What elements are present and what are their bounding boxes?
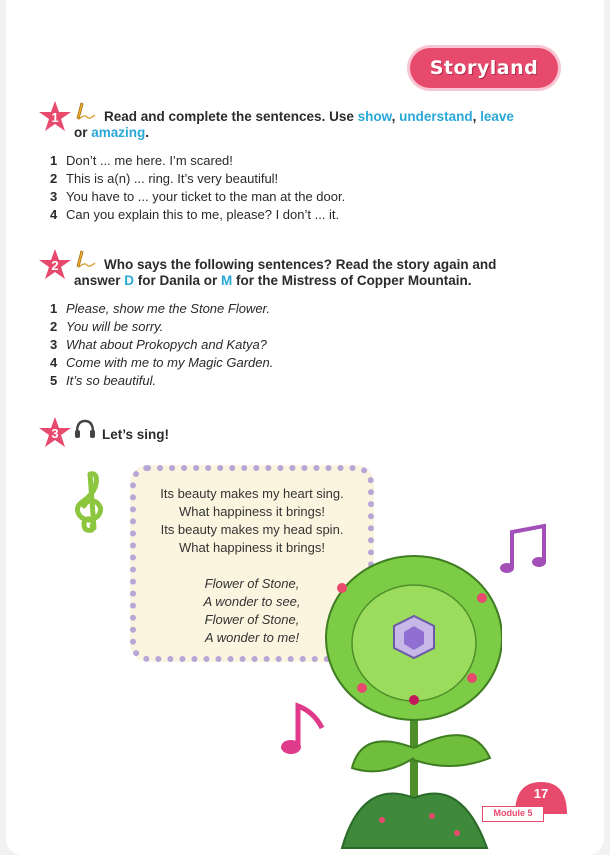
- task-number-star-1: [38, 100, 72, 134]
- item-text: Don’t ... me here. I’m scared!: [66, 153, 233, 168]
- lyric-line: A wonder to see,: [203, 594, 301, 609]
- word-leave: leave: [480, 109, 514, 124]
- pencil-icon: [73, 100, 97, 122]
- task2-instruction-line2: [74, 272, 554, 289]
- answer-m: M: [221, 273, 233, 288]
- storyland-badge: [410, 48, 558, 88]
- list-item: [50, 372, 273, 390]
- task3-instruction: Let’s sing!: [102, 427, 170, 442]
- storyland-title: Storyland: [429, 57, 539, 79]
- item-number: 1: [50, 301, 58, 316]
- lyric-line: What happiness it brings!: [179, 504, 325, 519]
- list-item: [50, 152, 345, 170]
- module-label: Module 5: [482, 806, 544, 822]
- separator: ,: [472, 109, 481, 124]
- list-item: [50, 354, 273, 372]
- instruction-text: or: [74, 125, 92, 140]
- task2-list: [50, 300, 273, 390]
- word-understand: understand: [399, 109, 473, 124]
- item-number: 5: [50, 373, 58, 388]
- lyric-line: Its beauty makes my head spin.: [160, 522, 344, 537]
- instruction-text: answer: [74, 273, 125, 288]
- item-number: 3: [50, 337, 58, 352]
- item-text: Can you explain this to me, please? I don’t ... it.: [66, 207, 340, 222]
- lyric-line: Flower of Stone,: [204, 576, 300, 591]
- item-number: 2: [50, 319, 58, 334]
- page: [6, 0, 604, 855]
- task1-list: [50, 152, 345, 224]
- separator: ,: [391, 109, 400, 124]
- instruction-text: Read and complete the sentences. Use: [104, 109, 358, 124]
- word-amazing: amazing: [91, 125, 146, 140]
- list-item: [50, 206, 345, 224]
- stone-flower-illustration: [322, 548, 502, 854]
- item-text: Please, show me the Stone Flower.: [66, 301, 271, 316]
- lyric-line: What happiness it brings!: [179, 540, 325, 555]
- item-text: This is a(n) ... ring. It’s very beautiful!: [66, 171, 279, 186]
- task-number: 1: [51, 110, 59, 125]
- double-note-icon: [498, 522, 550, 578]
- item-number: 4: [50, 207, 58, 222]
- page-number: 17: [533, 786, 549, 801]
- item-number: 4: [50, 355, 58, 370]
- lyric-line: Flower of Stone,: [204, 612, 300, 627]
- headphones-icon: [74, 418, 96, 440]
- item-text: Come with me to my Magic Garden.: [66, 355, 274, 370]
- list-item: [50, 336, 273, 354]
- item-number: 2: [50, 171, 58, 186]
- list-item: [50, 300, 273, 318]
- lyric-line: A wonder to me!: [204, 630, 300, 645]
- instruction-text: .: [145, 125, 150, 140]
- item-number: 3: [50, 189, 58, 204]
- item-text: It’s so beautiful.: [66, 373, 157, 388]
- instruction-text: for Danila or: [134, 273, 222, 288]
- item-number: 1: [50, 153, 58, 168]
- task2-instruction: Who says the following sentences? Read the story again and: [104, 257, 497, 272]
- list-item: [50, 318, 273, 336]
- answer-d: D: [124, 273, 135, 288]
- list-item: [50, 188, 345, 206]
- pencil-icon: [73, 248, 97, 270]
- task-number: 2: [51, 258, 59, 273]
- item-text: You have to ... your ticket to the man at the door.: [66, 189, 346, 204]
- list-item: [50, 170, 345, 188]
- task-number: 3: [51, 426, 59, 441]
- task1-instruction: [104, 108, 554, 125]
- instruction-text: for the Mistress of Copper Mountain.: [232, 273, 472, 288]
- treble-clef-icon: [68, 468, 112, 534]
- task-number-star-3: [38, 416, 72, 450]
- lyric-line: Its beauty makes my heart sing.: [160, 486, 344, 501]
- item-text: What about Prokopych and Katya?: [66, 337, 267, 352]
- word-show: show: [357, 109, 392, 124]
- item-text: You will be sorry.: [66, 319, 164, 334]
- task-number-star-2: [38, 248, 72, 282]
- task1-instruction-line2: [74, 124, 149, 141]
